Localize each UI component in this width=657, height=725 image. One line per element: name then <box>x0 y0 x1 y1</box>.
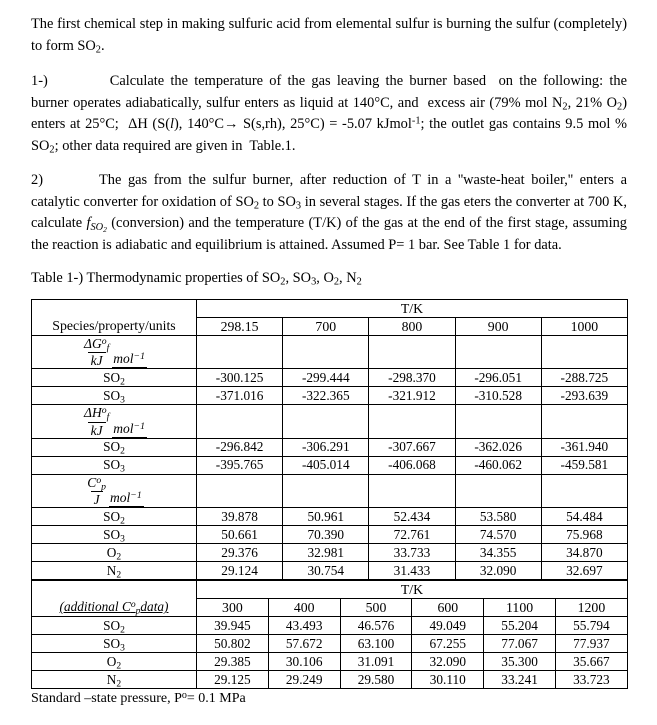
cell-value: 30.106 <box>268 653 340 671</box>
question-2-number: 2) <box>31 172 43 188</box>
gibbs-fraction <box>81 337 112 368</box>
enthalpy-numerator: $\Delta H^o_f$ <box>84 405 110 423</box>
species-label: $SO_3$ <box>32 635 197 653</box>
cell-value: 30.754 <box>283 562 369 580</box>
enthalpy-unit-expression <box>81 406 147 437</box>
cell-value: -460.062 <box>455 456 541 474</box>
species-label: $SO_2$ <box>32 438 197 456</box>
cell-value: 33.733 <box>369 544 455 562</box>
cell-value: 75.968 <box>541 526 627 544</box>
species-label: $N_2$ <box>32 562 197 580</box>
temp-header-400: 400 <box>268 599 340 617</box>
cell-value: 77.937 <box>555 635 627 653</box>
cell-value: 74.570 <box>455 526 541 544</box>
cell-value: 34.355 <box>455 544 541 562</box>
table-row <box>32 653 628 671</box>
cell-value: 70.390 <box>283 526 369 544</box>
enthalpy-unit-label <box>32 405 197 438</box>
temp-header-500: 500 <box>340 599 412 617</box>
cell-value: -306.291 <box>283 438 369 456</box>
cell-value: 35.667 <box>555 653 627 671</box>
gibbs-mol-suffix: mol$^{-1}$ <box>112 352 147 368</box>
enthalpy-mol-suffix: mol$^{-1}$ <box>112 422 147 438</box>
cell-value: 31.433 <box>369 562 455 580</box>
table-row <box>32 526 628 544</box>
cell-value: 67.255 <box>412 635 484 653</box>
cell-value: 57.672 <box>268 635 340 653</box>
temp-header-300: 300 <box>197 599 269 617</box>
additional-header-row-temps <box>32 599 628 617</box>
cell-value: 29.385 <box>197 653 269 671</box>
cell-value: 32.981 <box>283 544 369 562</box>
cell-value: -300.125 <box>197 369 283 387</box>
cell-value: -395.765 <box>197 456 283 474</box>
species-label: $SO_3$ <box>32 526 197 544</box>
additional-header-row-tk <box>32 581 628 599</box>
temp-header-1100: 1100 <box>484 599 556 617</box>
gibbs-denominator: kJ <box>88 352 106 368</box>
cell-value: 32.697 <box>541 562 627 580</box>
table-row <box>32 544 628 562</box>
temp-header-1000: 1000 <box>541 318 627 336</box>
cell-value: 39.945 <box>197 617 269 635</box>
temp-header-700: 700 <box>283 318 369 336</box>
cell-value: -298.370 <box>369 369 455 387</box>
additional-temperature-group-header: T/K <box>197 581 628 599</box>
cell-value: -362.026 <box>455 438 541 456</box>
cell-value: 32.090 <box>455 562 541 580</box>
cell-value: 43.493 <box>268 617 340 635</box>
species-label: $N_2$ <box>32 671 197 689</box>
table-row <box>32 671 628 689</box>
species-label: $SO_3$ <box>32 387 197 405</box>
table-row <box>32 438 628 456</box>
cell-value: -321.912 <box>369 387 455 405</box>
heat-capacity-unit-row <box>32 474 628 507</box>
table-header-row-tk <box>32 300 628 318</box>
cell-value: 35.300 <box>484 653 556 671</box>
table-row <box>32 508 628 526</box>
cell-value: 54.484 <box>541 508 627 526</box>
additional-cp-table <box>31 580 628 689</box>
question-1-number: 1-) <box>31 73 48 89</box>
table-row <box>32 635 628 653</box>
species-property-units-header: Species/property/units <box>32 318 197 336</box>
cell-value: 55.794 <box>555 617 627 635</box>
cell-value: 77.067 <box>484 635 556 653</box>
cell-value: 55.204 <box>484 617 556 635</box>
species-label: $SO_3$ <box>32 456 197 474</box>
heat-capacity-numerator: $C^o_p$ <box>87 474 107 493</box>
cell-value: 52.434 <box>369 508 455 526</box>
species-label: $O_2$ <box>32 544 197 562</box>
temp-header-900: 900 <box>455 318 541 336</box>
cell-value: 31.091 <box>340 653 412 671</box>
cell-value: 49.049 <box>412 617 484 635</box>
cell-value: -310.528 <box>455 387 541 405</box>
cell-value: 32.090 <box>412 653 484 671</box>
additional-cp-data-label <box>32 599 197 617</box>
cell-value: 29.580 <box>340 671 412 689</box>
temperature-group-header: T/K <box>197 300 628 318</box>
cell-value: 30.110 <box>412 671 484 689</box>
species-label: $SO_2$ <box>32 369 197 387</box>
footnote-standard-state-pressure: Standard –state pressure, $P^o= 0.1$ MPa <box>31 689 246 707</box>
cell-value: 29.124 <box>197 562 283 580</box>
enthalpy-denominator: kJ <box>88 422 106 438</box>
gibbs-unit-label <box>32 336 197 369</box>
species-label: $SO_2$ <box>32 617 197 635</box>
question-2-paragraph: 2) The gas from the sulfur burner, after reduction of T in a ''waste-heat boiler,'' enters a catalytic converter for oxidation of $SO_2$ to $SO_3$ in several stages. If the gas eters the converter at 700 K, calculate $f_{SO_2}$ (conversion) and the temperature (T/K) of the gas at the end of the first stage, assuming the reaction is adiabatic and equilibrium is attained. Assumed P= 1 bar. See Table 1 for data. <box>31 172 627 253</box>
cell-value: 53.580 <box>455 508 541 526</box>
cell-value: -288.725 <box>541 369 627 387</box>
intro-paragraph: The first chemical step in making sulfuric acid from elemental sulfur is burning the sulfur (completely) to form $SO_2$. <box>31 16 627 56</box>
gibbs-numerator: $\Delta G^o_f$ <box>84 335 110 354</box>
table-header-row-temps <box>32 318 628 336</box>
temp-header-600: 600 <box>412 599 484 617</box>
temp-header-298: 298.15 <box>197 318 283 336</box>
cell-value: -307.667 <box>369 438 455 456</box>
cell-value: 50.661 <box>197 526 283 544</box>
table-row <box>32 387 628 405</box>
table-row <box>32 562 628 580</box>
cell-value: 29.249 <box>268 671 340 689</box>
cell-value: -296.842 <box>197 438 283 456</box>
question-1-paragraph: 1-) Calculate the temperature of the gas leaving the burner based on the following: the burner operates adiabatically, sulfur enters as liquid at 140°C, and excess air (79% mol $N_2$, 21% $O_2$) enters at 25°C; ΔH (S(l), 140°C→ S(s,rh), 25°C) = -5.07 kJmol$^{-1}$; the outlet gas contains 9.5 mol % $SO_2$; other data required are given in Table.1. <box>31 73 627 156</box>
cell-value: 34.870 <box>541 544 627 562</box>
table-row <box>32 617 628 635</box>
cell-value: 46.576 <box>340 617 412 635</box>
cell-value: 29.376 <box>197 544 283 562</box>
heat-capacity-unit-label <box>32 474 197 507</box>
table-row <box>32 369 628 387</box>
table-row <box>32 456 628 474</box>
cell-value: 39.878 <box>197 508 283 526</box>
cell-value: -405.014 <box>283 456 369 474</box>
cell-value: -293.639 <box>541 387 627 405</box>
header-spacer-cell <box>32 300 197 318</box>
heat-capacity-mol-suffix: mol$^{-1}$ <box>109 491 144 507</box>
heat-capacity-fraction <box>84 476 109 507</box>
gibbs-unit-expression <box>81 337 147 368</box>
temp-header-1200: 1200 <box>555 599 627 617</box>
gibbs-unit-row <box>32 336 628 369</box>
heat-capacity-unit-expression <box>84 476 143 507</box>
cell-value: -322.365 <box>283 387 369 405</box>
thermodynamic-properties-table <box>31 299 628 580</box>
temp-header-800: 800 <box>369 318 455 336</box>
cell-value: -371.016 <box>197 387 283 405</box>
cell-value: -406.068 <box>369 456 455 474</box>
table-caption: Table 1-) Thermodynamic properties of $SO_2$, $SO_3$, $O_2$, $N_2$ <box>31 270 362 288</box>
cell-value: 29.125 <box>197 671 269 689</box>
cell-value: -296.051 <box>455 369 541 387</box>
cell-value: 50.961 <box>283 508 369 526</box>
cell-value: -361.940 <box>541 438 627 456</box>
enthalpy-fraction <box>81 406 112 437</box>
heat-capacity-denominator: J <box>91 491 103 507</box>
cell-value: 50.802 <box>197 635 269 653</box>
cell-value: 33.241 <box>484 671 556 689</box>
cell-value: -299.444 <box>283 369 369 387</box>
cell-value: -459.581 <box>541 456 627 474</box>
enthalpy-unit-row <box>32 405 628 438</box>
species-label: $SO_2$ <box>32 508 197 526</box>
cell-value: 33.723 <box>555 671 627 689</box>
species-label: $O_2$ <box>32 653 197 671</box>
cell-value: 72.761 <box>369 526 455 544</box>
additional-header-spacer-cell <box>32 581 197 599</box>
cell-value: 63.100 <box>340 635 412 653</box>
additional-cp-data-text: (additional $C^o_pdata$) <box>59 599 169 617</box>
